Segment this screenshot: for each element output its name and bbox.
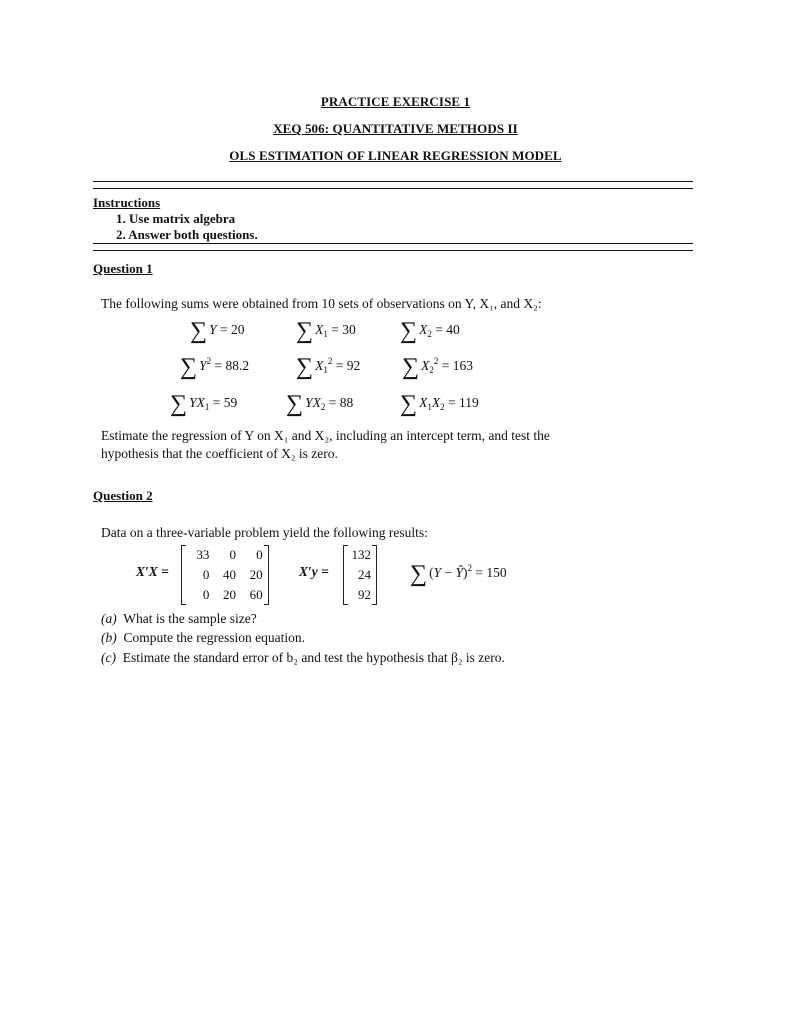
question2-intro: Data on a three-variable problem yield the following results: bbox=[101, 525, 428, 540]
xty-label: X′y = bbox=[299, 564, 329, 579]
sum-x2: ∑ $X_2 = 40$ bbox=[400, 318, 460, 344]
vector-cell: 24 bbox=[358, 567, 371, 582]
matrix-cell: 40 bbox=[222, 567, 236, 582]
matrix-cell: 20 bbox=[222, 587, 236, 602]
matrix-cell: 0 bbox=[202, 567, 210, 582]
matrix-cell: 60 bbox=[249, 587, 263, 602]
xtx-label: X′X = bbox=[136, 564, 169, 579]
question1-intro: The following sums were obtained from 10 sets of observations on Y, X₁, and X₂: bbox=[101, 296, 542, 311]
matrix-cell: 0 bbox=[229, 547, 236, 562]
sum-yx1: ∑ $YX_1 = 59$ bbox=[170, 391, 238, 417]
sum-x1: ∑ $X_1 = 30$ bbox=[296, 318, 356, 344]
sum-y: ∑ Y = 20 bbox=[190, 318, 245, 344]
instructions-list bbox=[116, 211, 258, 243]
instruction-item-1: 1. Use matrix algebra bbox=[116, 211, 236, 226]
double-rule-bottom bbox=[93, 243, 693, 251]
xtx-matrix bbox=[181, 545, 269, 605]
vector-cell: 92 bbox=[358, 587, 371, 602]
sum-y-squared: ∑ $Y^2 = 88.2$ bbox=[180, 354, 250, 380]
question1-heading: Question 1 bbox=[93, 261, 153, 276]
question2-part-b: (b) Compute the regression equation. bbox=[101, 630, 305, 645]
question2-part-c: (c) Estimate the standard error of b₂ and test the hypothesis that β₂ is zero. bbox=[101, 650, 505, 665]
matrix-cell: 20 bbox=[249, 567, 263, 582]
question1-task-line2: hypothesis that the coefficient of X₂ is zero. bbox=[101, 446, 338, 461]
instruction-item-2: 2. Answer both questions. bbox=[116, 227, 258, 242]
exercise-title: PRACTICE EXERCISE 1 bbox=[320, 94, 471, 109]
sum-x1x2: ∑ $X_1X_2 = 119$ bbox=[400, 391, 479, 417]
topic-title: OLS ESTIMATION OF LINEAR REGRESSION MODEL bbox=[229, 148, 562, 163]
sum-x2-squared: ∑ $X_2^2 = 163$ bbox=[402, 354, 473, 380]
vector-cell: 132 bbox=[351, 547, 371, 562]
xty-vector bbox=[343, 545, 377, 605]
course-title: XEQ 506: QUANTITATIVE METHODS II bbox=[273, 121, 518, 136]
question1-task-line1: Estimate the regression of Y on X₁ and X₂, including an intercept term, and test the bbox=[101, 428, 550, 443]
residual-sum-of-squares: ∑ (Y − Ŷ)$^2$ = 150 bbox=[410, 561, 507, 587]
sum-x1-squared: ∑ $X_1^2 = 92$ bbox=[296, 354, 361, 380]
xtx-row-1 bbox=[182, 545, 268, 565]
xtx-row-2 bbox=[182, 565, 268, 585]
xtx-row-3 bbox=[182, 585, 268, 605]
question2-part-a: (a) What is the sample size? bbox=[101, 611, 257, 626]
double-rule-top bbox=[93, 181, 693, 189]
matrix-cell: 33 bbox=[196, 547, 210, 562]
question2-heading: Question 2 bbox=[93, 488, 153, 503]
matrix-cell: 0 bbox=[256, 547, 263, 562]
sum-yx2: ∑ $YX_2 = 88$ bbox=[286, 391, 354, 417]
matrix-cell: 0 bbox=[202, 587, 210, 602]
instructions-heading: Instructions bbox=[93, 195, 161, 210]
